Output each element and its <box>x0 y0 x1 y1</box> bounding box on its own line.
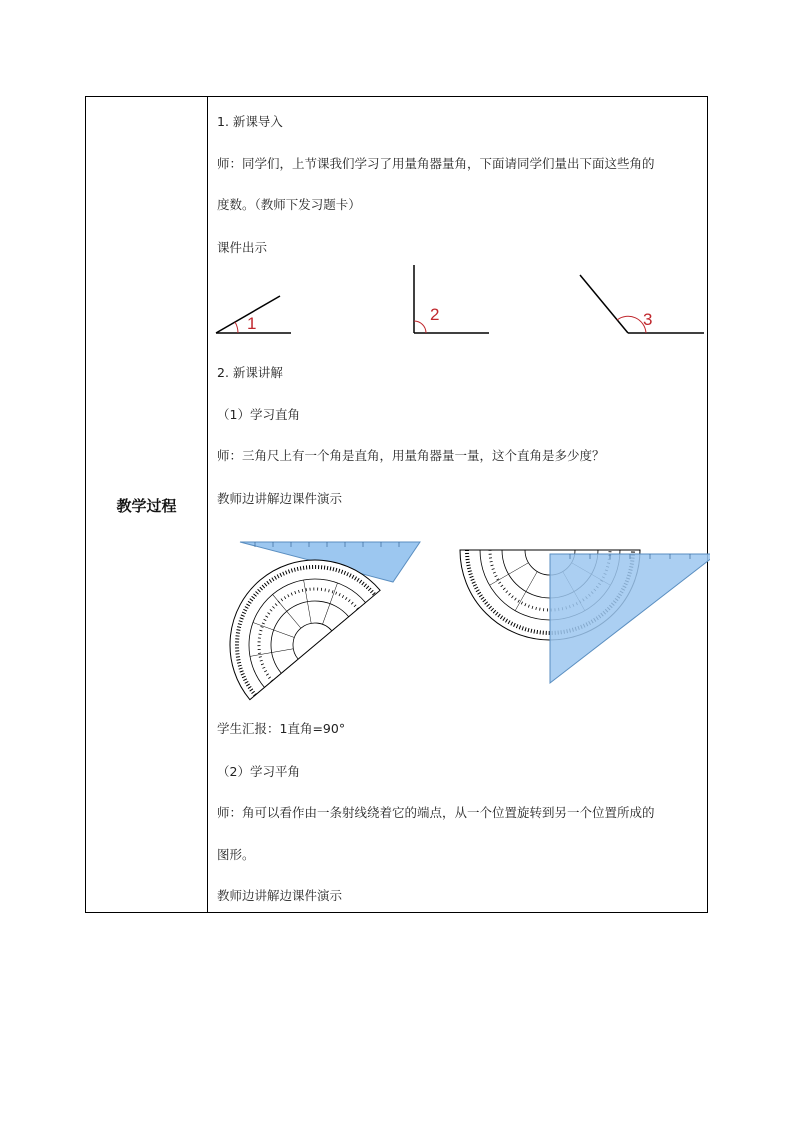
teacher-question-1a: 师：同学们，上节课我们学习了用量角器量角，下面请同学们量出下面这些角的 <box>217 156 655 171</box>
angle-label-3: 3 <box>643 310 653 329</box>
triangle-ruler-right <box>550 554 710 683</box>
student-report: 学生汇报：1直角=90° <box>217 721 346 736</box>
section-label: 教学过程 <box>116 497 177 515</box>
angle-label-1: 1 <box>247 314 257 333</box>
lesson-content <box>217 97 702 912</box>
teacher-question-3a: 师：角可以看作由一条射线绕着它的端点，从一个位置旋转到另一个位置所成的 <box>217 805 655 820</box>
teacher-question-2: 师：三角尺上有一个角是直角，用量角器量一量，这个直角是多少度？ <box>217 448 605 463</box>
teacher-question-1b: 度数。（教师下发习题卡） <box>217 197 361 212</box>
lesson-table <box>85 96 708 913</box>
courseware-label: 课件出示 <box>217 240 268 255</box>
teacher-question-3b: 图形。 <box>217 847 255 862</box>
sub-heading-right-angle: （1）学习直角 <box>217 407 300 422</box>
demo-label-1: 教师边讲解边课件演示 <box>217 491 343 506</box>
column-divider <box>207 97 208 912</box>
angle-label-2: 2 <box>430 305 440 324</box>
demo-label-2: 教师边讲解边课件演示 <box>217 888 343 903</box>
explain-heading: 2. 新课讲解 <box>217 365 283 380</box>
protractor-figures <box>215 537 710 702</box>
intro-heading: 1. 新课导入 <box>217 114 283 129</box>
angles-figure <box>213 265 708 339</box>
sub-heading-straight-angle: （2）学习平角 <box>217 764 300 779</box>
